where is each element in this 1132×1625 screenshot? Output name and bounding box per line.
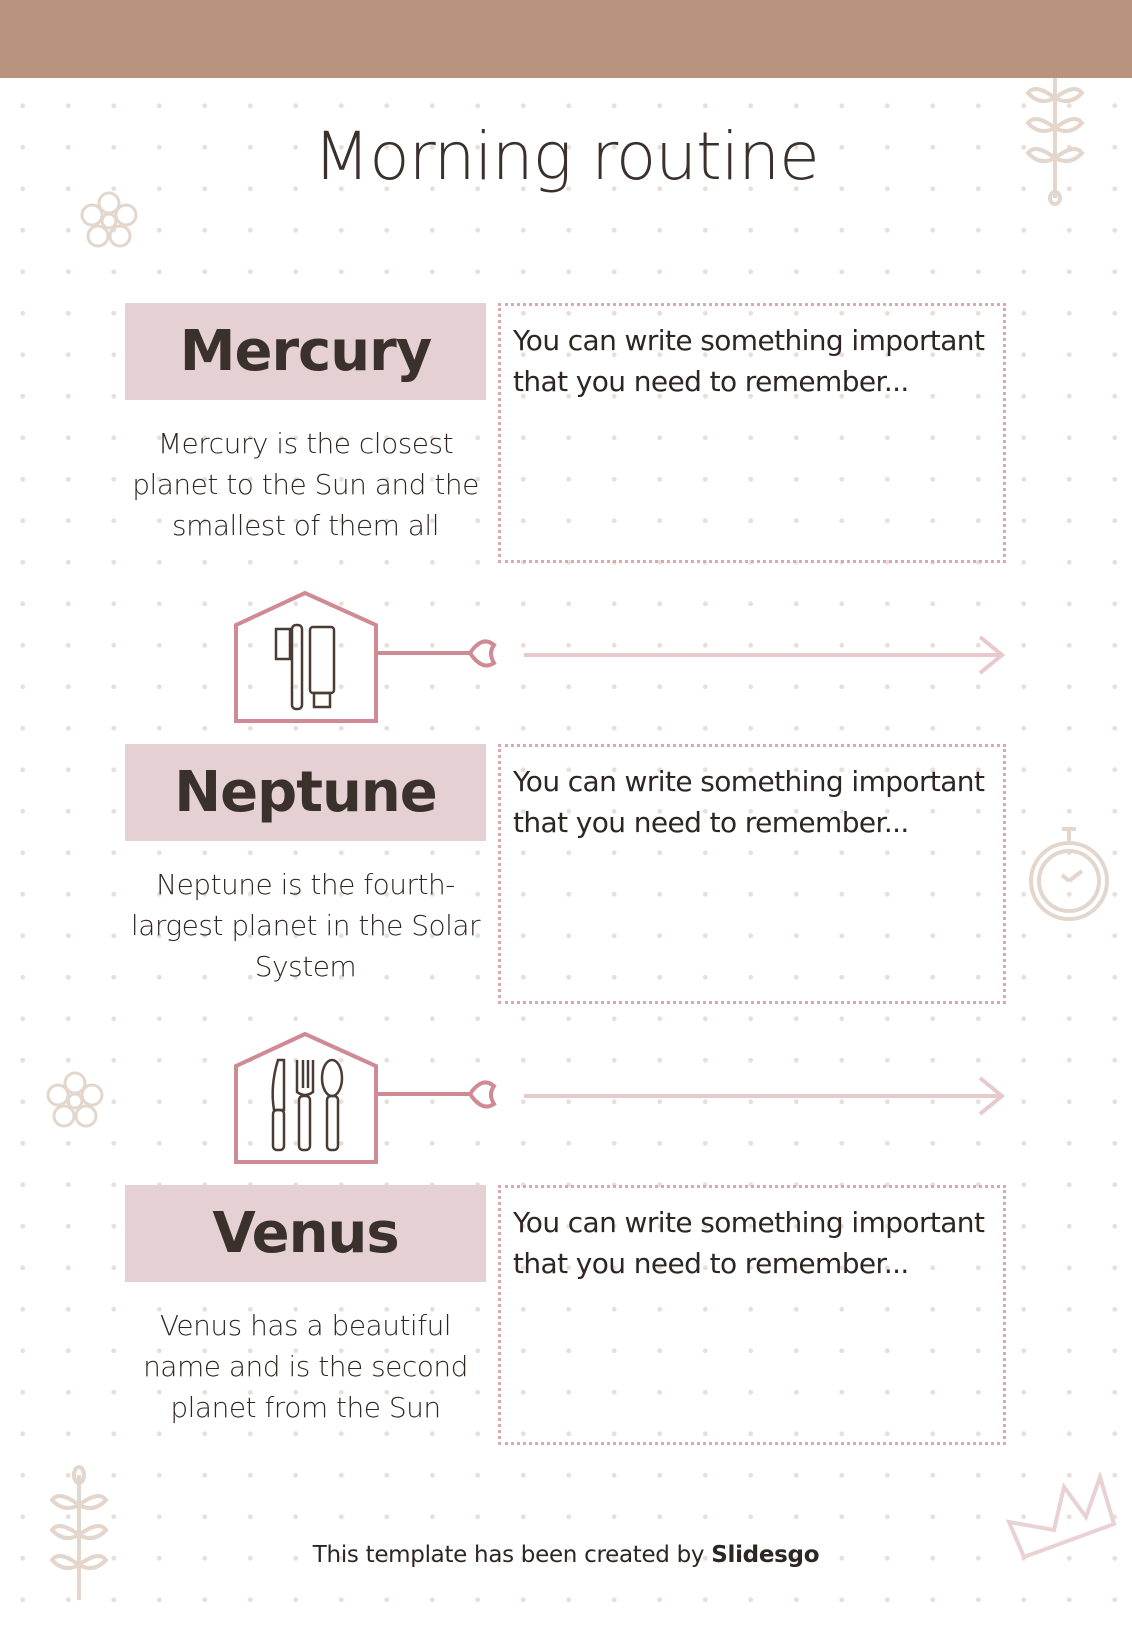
flower-icon: [76, 188, 142, 254]
note-text[interactable]: You can write something important that you need to remember...: [513, 765, 985, 839]
cutlery-icon: [273, 1060, 342, 1150]
section-description: Venus has a beautiful name and is the second planet from the Sun: [143, 1309, 468, 1424]
section-name: Neptune: [125, 744, 486, 841]
house-frame-icon: [236, 1034, 376, 1162]
note-box[interactable]: [498, 303, 1006, 563]
arrow-icon: [524, 1078, 1002, 1114]
routine-section-neptune: [0, 744, 1132, 1184]
house-frame-icon: [236, 593, 376, 721]
page-title: Morning routine: [313, 118, 819, 195]
timeline-row: [0, 585, 1132, 735]
note-text[interactable]: You can write something important that you need to remember...: [513, 1206, 985, 1280]
section-name: Venus: [125, 1185, 486, 1282]
note-text[interactable]: You can write something important that you need to remember...: [513, 324, 985, 398]
arrow-icon: [524, 637, 1002, 673]
section-name: Mercury: [125, 303, 486, 400]
heart-arrow-tail-icon: [376, 1082, 494, 1106]
note-box[interactable]: [498, 744, 1006, 1004]
footer-text: This template has been created by: [312, 1542, 705, 1568]
header-bar: [0, 0, 1132, 78]
routine-section-mercury: [0, 303, 1132, 743]
section-description: Neptune is the fourth-largest planet in the Solar System: [130, 868, 481, 983]
note-box[interactable]: [498, 1185, 1006, 1445]
heart-arrow-tail-icon: [376, 641, 494, 665]
leaf-branch-icon: [1020, 78, 1090, 206]
brand-link[interactable]: Slidesgo: [711, 1542, 820, 1568]
footer-credit: [0, 1542, 1132, 1568]
section-description: Mercury is the closest planet to the Sun and the smallest of them all: [132, 427, 479, 542]
toothbrush-toothpaste-icon: [276, 625, 334, 709]
timeline-row: [0, 1026, 1132, 1176]
